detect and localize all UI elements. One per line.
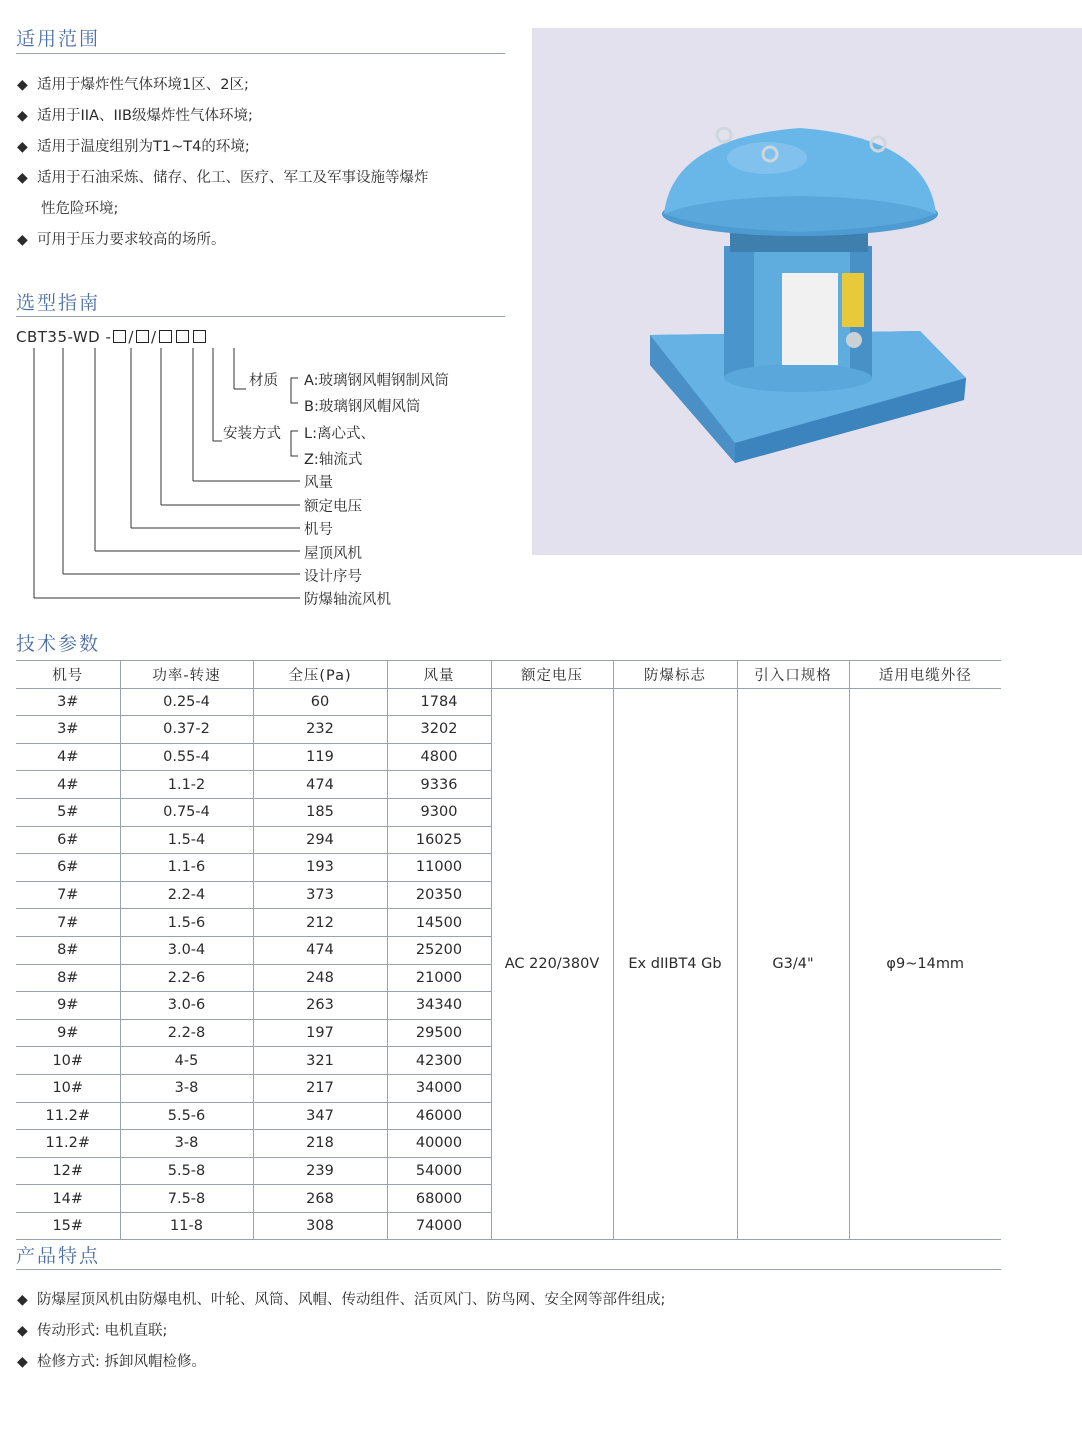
section-title-scope: 适用范围 bbox=[16, 28, 101, 50]
table-cell: 197 bbox=[253, 1019, 387, 1047]
table-header-row bbox=[16, 661, 1001, 689]
table-cell: 2.2-6 bbox=[120, 964, 253, 992]
label-explosion-fan: 防爆轴流风机 bbox=[304, 592, 391, 608]
table-cell: 474 bbox=[253, 771, 387, 799]
table-cell: 373 bbox=[253, 881, 387, 909]
table-cell: 11.2# bbox=[16, 1102, 120, 1130]
table-cell: 9300 bbox=[387, 798, 491, 826]
table-cell: 232 bbox=[253, 716, 387, 744]
diamond-icon: ◆ bbox=[17, 1292, 28, 1308]
list-item: ◆ 适用于温度组别为T1~T4的环境; bbox=[17, 132, 429, 163]
table-cell: 3202 bbox=[387, 716, 491, 744]
product-photo bbox=[532, 28, 1082, 555]
section-title-tech: 技术参数 bbox=[16, 633, 101, 655]
diamond-icon: ◆ bbox=[17, 108, 28, 124]
table-cell: 3# bbox=[16, 688, 120, 716]
label-airflow: 风量 bbox=[304, 475, 333, 491]
table-cell: 1.5-6 bbox=[120, 909, 253, 937]
column-header: 额定电压 bbox=[491, 661, 613, 689]
table-cell: 1.5-4 bbox=[120, 826, 253, 854]
table-body bbox=[16, 688, 1001, 1240]
table-cell: 0.55-4 bbox=[120, 743, 253, 771]
table-cell: 9336 bbox=[387, 771, 491, 799]
table-cell: 6# bbox=[16, 826, 120, 854]
list-item: ◆ 适用于石油采炼、储存、化工、医疗、军工及军事设施等爆炸 bbox=[17, 163, 429, 194]
table-cell: 10# bbox=[16, 1074, 120, 1102]
table-cell: 268 bbox=[253, 1185, 387, 1213]
table-cell: 3-8 bbox=[120, 1074, 253, 1102]
table-cell: 42300 bbox=[387, 1047, 491, 1075]
table-cell: 16025 bbox=[387, 826, 491, 854]
table-cell: 9# bbox=[16, 1019, 120, 1047]
table-cell: 7.5-8 bbox=[120, 1185, 253, 1213]
table-cell: 1.1-6 bbox=[120, 854, 253, 882]
spec-table bbox=[16, 660, 1001, 1240]
code-slash: / bbox=[150, 328, 157, 346]
label-machine-no: 机号 bbox=[304, 522, 333, 538]
table-cell: 5.5-6 bbox=[120, 1102, 253, 1130]
diamond-icon: ◆ bbox=[17, 1354, 28, 1370]
table-cell: 5.5-8 bbox=[120, 1157, 253, 1185]
table-cell: 0.25-4 bbox=[120, 688, 253, 716]
table-cell: 6# bbox=[16, 854, 120, 882]
table-cell: 54000 bbox=[387, 1157, 491, 1185]
features-list bbox=[17, 1285, 665, 1378]
label-material-a: A:玻璃钢风帽钢制风筒 bbox=[304, 373, 450, 389]
section-title-selection: 选型指南 bbox=[16, 292, 101, 314]
divider bbox=[16, 1269, 1001, 1270]
column-header: 机号 bbox=[16, 661, 120, 689]
label-roof-fan: 屋顶风机 bbox=[304, 546, 362, 562]
table-cell: 3-8 bbox=[120, 1130, 253, 1158]
column-header: 风量 bbox=[387, 661, 491, 689]
table-cell: 119 bbox=[253, 743, 387, 771]
table-cell: 321 bbox=[253, 1047, 387, 1075]
table-cell: 60 bbox=[253, 688, 387, 716]
shared-cell-entry: G3/4" bbox=[737, 688, 849, 1240]
table-cell: 15# bbox=[16, 1212, 120, 1240]
label-install: 安装方式 bbox=[223, 426, 281, 442]
shared-cell-voltage: AC 220/380V bbox=[491, 688, 613, 1240]
diamond-icon: ◆ bbox=[17, 170, 28, 186]
list-item: ◆ 可用于压力要求较高的场所。 bbox=[17, 225, 429, 256]
code-dash: - bbox=[105, 328, 112, 346]
shared-cell-cable: φ9~14mm bbox=[849, 688, 1001, 1240]
roof-fan-image bbox=[532, 28, 1082, 555]
column-header: 引入口规格 bbox=[737, 661, 849, 689]
label-material: 材质 bbox=[249, 373, 278, 389]
table-cell: 4# bbox=[16, 771, 120, 799]
table-cell: 3.0-4 bbox=[120, 936, 253, 964]
diamond-icon: ◆ bbox=[17, 77, 28, 93]
label-install-l: L:离心式、 bbox=[304, 426, 375, 442]
table-cell: 1.1-2 bbox=[120, 771, 253, 799]
column-header: 功率-转速 bbox=[120, 661, 253, 689]
table-cell: 11-8 bbox=[120, 1212, 253, 1240]
diamond-icon: ◆ bbox=[17, 139, 28, 155]
table-cell: 10# bbox=[16, 1047, 120, 1075]
table-cell: 11000 bbox=[387, 854, 491, 882]
column-header: 防爆标志 bbox=[613, 661, 737, 689]
column-header: 适用电缆外径 bbox=[849, 661, 1001, 689]
list-item: ◆ 适用于IIA、IIB级爆炸性气体环境; bbox=[17, 101, 429, 132]
table-cell: 5# bbox=[16, 798, 120, 826]
table-cell: 29500 bbox=[387, 1019, 491, 1047]
table-cell: 14# bbox=[16, 1185, 120, 1213]
column-header: 全压(Pa) bbox=[253, 661, 387, 689]
table-cell: 347 bbox=[253, 1102, 387, 1130]
table-cell: 25200 bbox=[387, 936, 491, 964]
table-cell: 217 bbox=[253, 1074, 387, 1102]
list-item-continuation: 性危险环境; bbox=[41, 201, 119, 217]
list-item: ◆ 防爆屋顶风机由防爆电机、叶轮、风筒、风帽、传动组件、活页风门、防鸟网、安全网等部件组成; bbox=[17, 1285, 665, 1316]
code-tree-lines bbox=[0, 0, 520, 610]
table-cell: 74000 bbox=[387, 1212, 491, 1240]
table-cell: 0.37-2 bbox=[120, 716, 253, 744]
table-cell: 212 bbox=[253, 909, 387, 937]
table-cell: 68000 bbox=[387, 1185, 491, 1213]
model-code-prefix: CBT35-WD bbox=[16, 328, 101, 346]
label-design-seq: 设计序号 bbox=[304, 569, 362, 585]
list-item: ◆ 适用于爆炸性气体环境1区、2区; bbox=[17, 70, 429, 101]
table-cell: 14500 bbox=[387, 909, 491, 937]
table-cell: 11.2# bbox=[16, 1130, 120, 1158]
label-install-z: Z:轴流式 bbox=[304, 452, 363, 468]
table-cell: 8# bbox=[16, 936, 120, 964]
table-cell: 294 bbox=[253, 826, 387, 854]
table-row bbox=[16, 688, 1001, 716]
table-cell: 239 bbox=[253, 1157, 387, 1185]
list-item: ◆ 检修方式: 拆卸风帽检修。 bbox=[17, 1347, 665, 1378]
table-cell: 185 bbox=[253, 798, 387, 826]
table-cell: 3.0-6 bbox=[120, 992, 253, 1020]
table-cell: 474 bbox=[253, 936, 387, 964]
table-cell: 7# bbox=[16, 909, 120, 937]
table-cell: 248 bbox=[253, 964, 387, 992]
table-cell: 46000 bbox=[387, 1102, 491, 1130]
table-cell: 193 bbox=[253, 854, 387, 882]
label-material-b: B:玻璃钢风帽风筒 bbox=[304, 399, 421, 415]
table-cell: 12# bbox=[16, 1157, 120, 1185]
section-title-features: 产品特点 bbox=[16, 1245, 101, 1267]
table-cell: 34000 bbox=[387, 1074, 491, 1102]
table-cell: 9# bbox=[16, 992, 120, 1020]
table-cell: 0.75-4 bbox=[120, 798, 253, 826]
table-cell: 40000 bbox=[387, 1130, 491, 1158]
table-cell: 4800 bbox=[387, 743, 491, 771]
table-cell: 308 bbox=[253, 1212, 387, 1240]
shared-cell-ex_mark: Ex dIIBT4 Gb bbox=[613, 688, 737, 1240]
table-cell: 34340 bbox=[387, 992, 491, 1020]
table-cell: 1784 bbox=[387, 688, 491, 716]
table-cell: 20350 bbox=[387, 881, 491, 909]
table-cell: 2.2-8 bbox=[120, 1019, 253, 1047]
diamond-icon: ◆ bbox=[17, 232, 28, 248]
table-cell: 2.2-4 bbox=[120, 881, 253, 909]
table-cell: 21000 bbox=[387, 964, 491, 992]
label-voltage: 额定电压 bbox=[304, 499, 362, 515]
table-cell: 3# bbox=[16, 716, 120, 744]
diamond-icon: ◆ bbox=[17, 1323, 28, 1339]
table-cell: 263 bbox=[253, 992, 387, 1020]
table-cell: 4-5 bbox=[120, 1047, 253, 1075]
table-cell: 4# bbox=[16, 743, 120, 771]
table-cell: 7# bbox=[16, 881, 120, 909]
code-slash: / bbox=[128, 328, 134, 346]
list-item: ◆ 传动形式: 电机直联; bbox=[17, 1316, 665, 1347]
table-cell: 8# bbox=[16, 964, 120, 992]
table-cell: 218 bbox=[253, 1130, 387, 1158]
